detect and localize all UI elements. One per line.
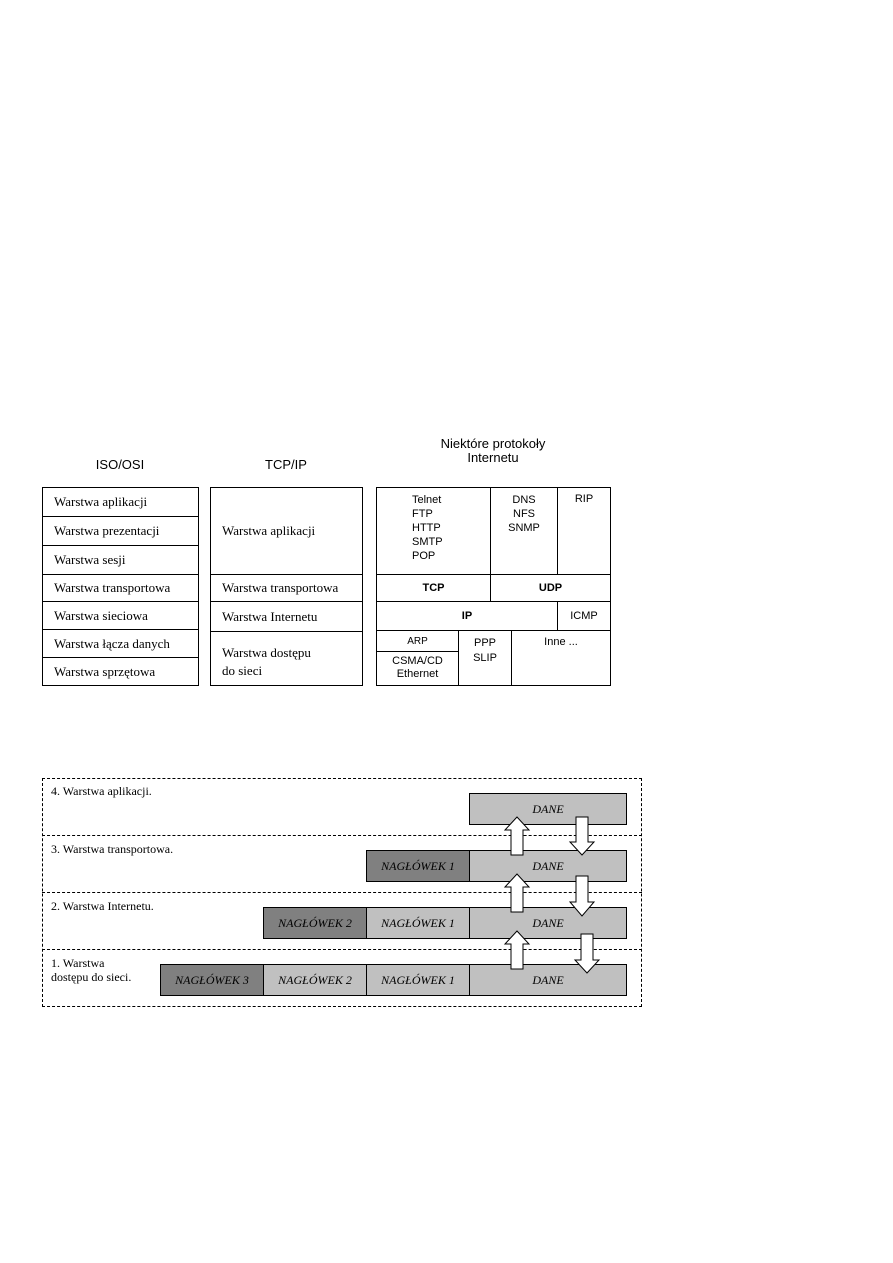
level-2-data: DANE [469, 907, 627, 939]
tcp-ip-header: TCP/IP [265, 457, 307, 472]
protocols-app-group-2: DNS NFS SNMP [491, 488, 558, 574]
iso-layer-transport: Warstwa transportowa [43, 574, 198, 601]
level-divider-2 [42, 892, 642, 893]
protocol-udp: UDP [491, 574, 610, 601]
level-3-data: DANE [469, 850, 627, 882]
protocol-arp: ARP [377, 630, 459, 652]
tcpip-layer-application: Warstwa aplikacji [222, 523, 316, 538]
level-1-label: 1. Warstwa dostępu do sieci. [51, 956, 132, 984]
protocol-csma-ethernet: CSMA/CD Ethernet [377, 652, 459, 685]
level-2-header-1: NAGŁÓWEK 1 [366, 907, 470, 939]
iso-layer-application: Warstwa aplikacji [54, 494, 148, 509]
protocol-ip: IP [377, 601, 558, 630]
tcpip-layer-internet: Warstwa Internetu [211, 601, 362, 631]
level-divider-3 [42, 949, 642, 950]
iso-layer-data-link: Warstwa łącza danych [43, 629, 198, 657]
protocols-app-group-3: RIP [574, 493, 594, 505]
level-divider-1 [42, 835, 642, 836]
protocols-app-group-1: Telnet FTP HTTP SMTP POP [377, 488, 491, 574]
level-1-header-1: NAGŁÓWEK 1 [366, 964, 470, 996]
tcp-ip-stack [210, 487, 363, 686]
iso-layer-physical: Warstwa sprzętowa [43, 657, 198, 685]
level-3-header-1: NAGŁÓWEK 1 [366, 850, 470, 882]
iso-layer-network: Warstwa sieciowa [43, 601, 198, 629]
tcpip-layer-network-access: Warstwa dostępu do sieci [211, 631, 362, 685]
level-1-data: DANE [469, 964, 627, 996]
tcpip-layer-transport: Warstwa transportowa [211, 574, 362, 601]
iso-layer-session: Warstwa sesji [43, 545, 198, 574]
level-3-label: 3. Warstwa transportowa. [51, 842, 174, 856]
protocols-header: Niektóre protokoły Internetu [440, 436, 546, 465]
protocols-stack [376, 487, 611, 686]
protocol-ppp-slip: PPP SLIP [459, 630, 512, 685]
iso-layer-presentation: Warstwa prezentacji [43, 516, 198, 545]
protocol-other: Inne ... [512, 630, 610, 685]
iso-osi-stack [42, 487, 199, 686]
level-4-data: DANE [469, 793, 627, 825]
level-4-label: 4. Warstwa aplikacji. [51, 784, 152, 798]
level-2-header-2: NAGŁÓWEK 2 [263, 907, 367, 939]
level-1-header-3: NAGŁÓWEK 3 [160, 964, 264, 996]
protocol-tcp: TCP [377, 574, 491, 601]
iso-osi-header: ISO/OSI [95, 457, 145, 472]
level-2-label: 2. Warstwa Internetu. [51, 899, 154, 913]
level-1-header-2: NAGŁÓWEK 2 [263, 964, 367, 996]
protocol-icmp: ICMP [558, 601, 610, 630]
